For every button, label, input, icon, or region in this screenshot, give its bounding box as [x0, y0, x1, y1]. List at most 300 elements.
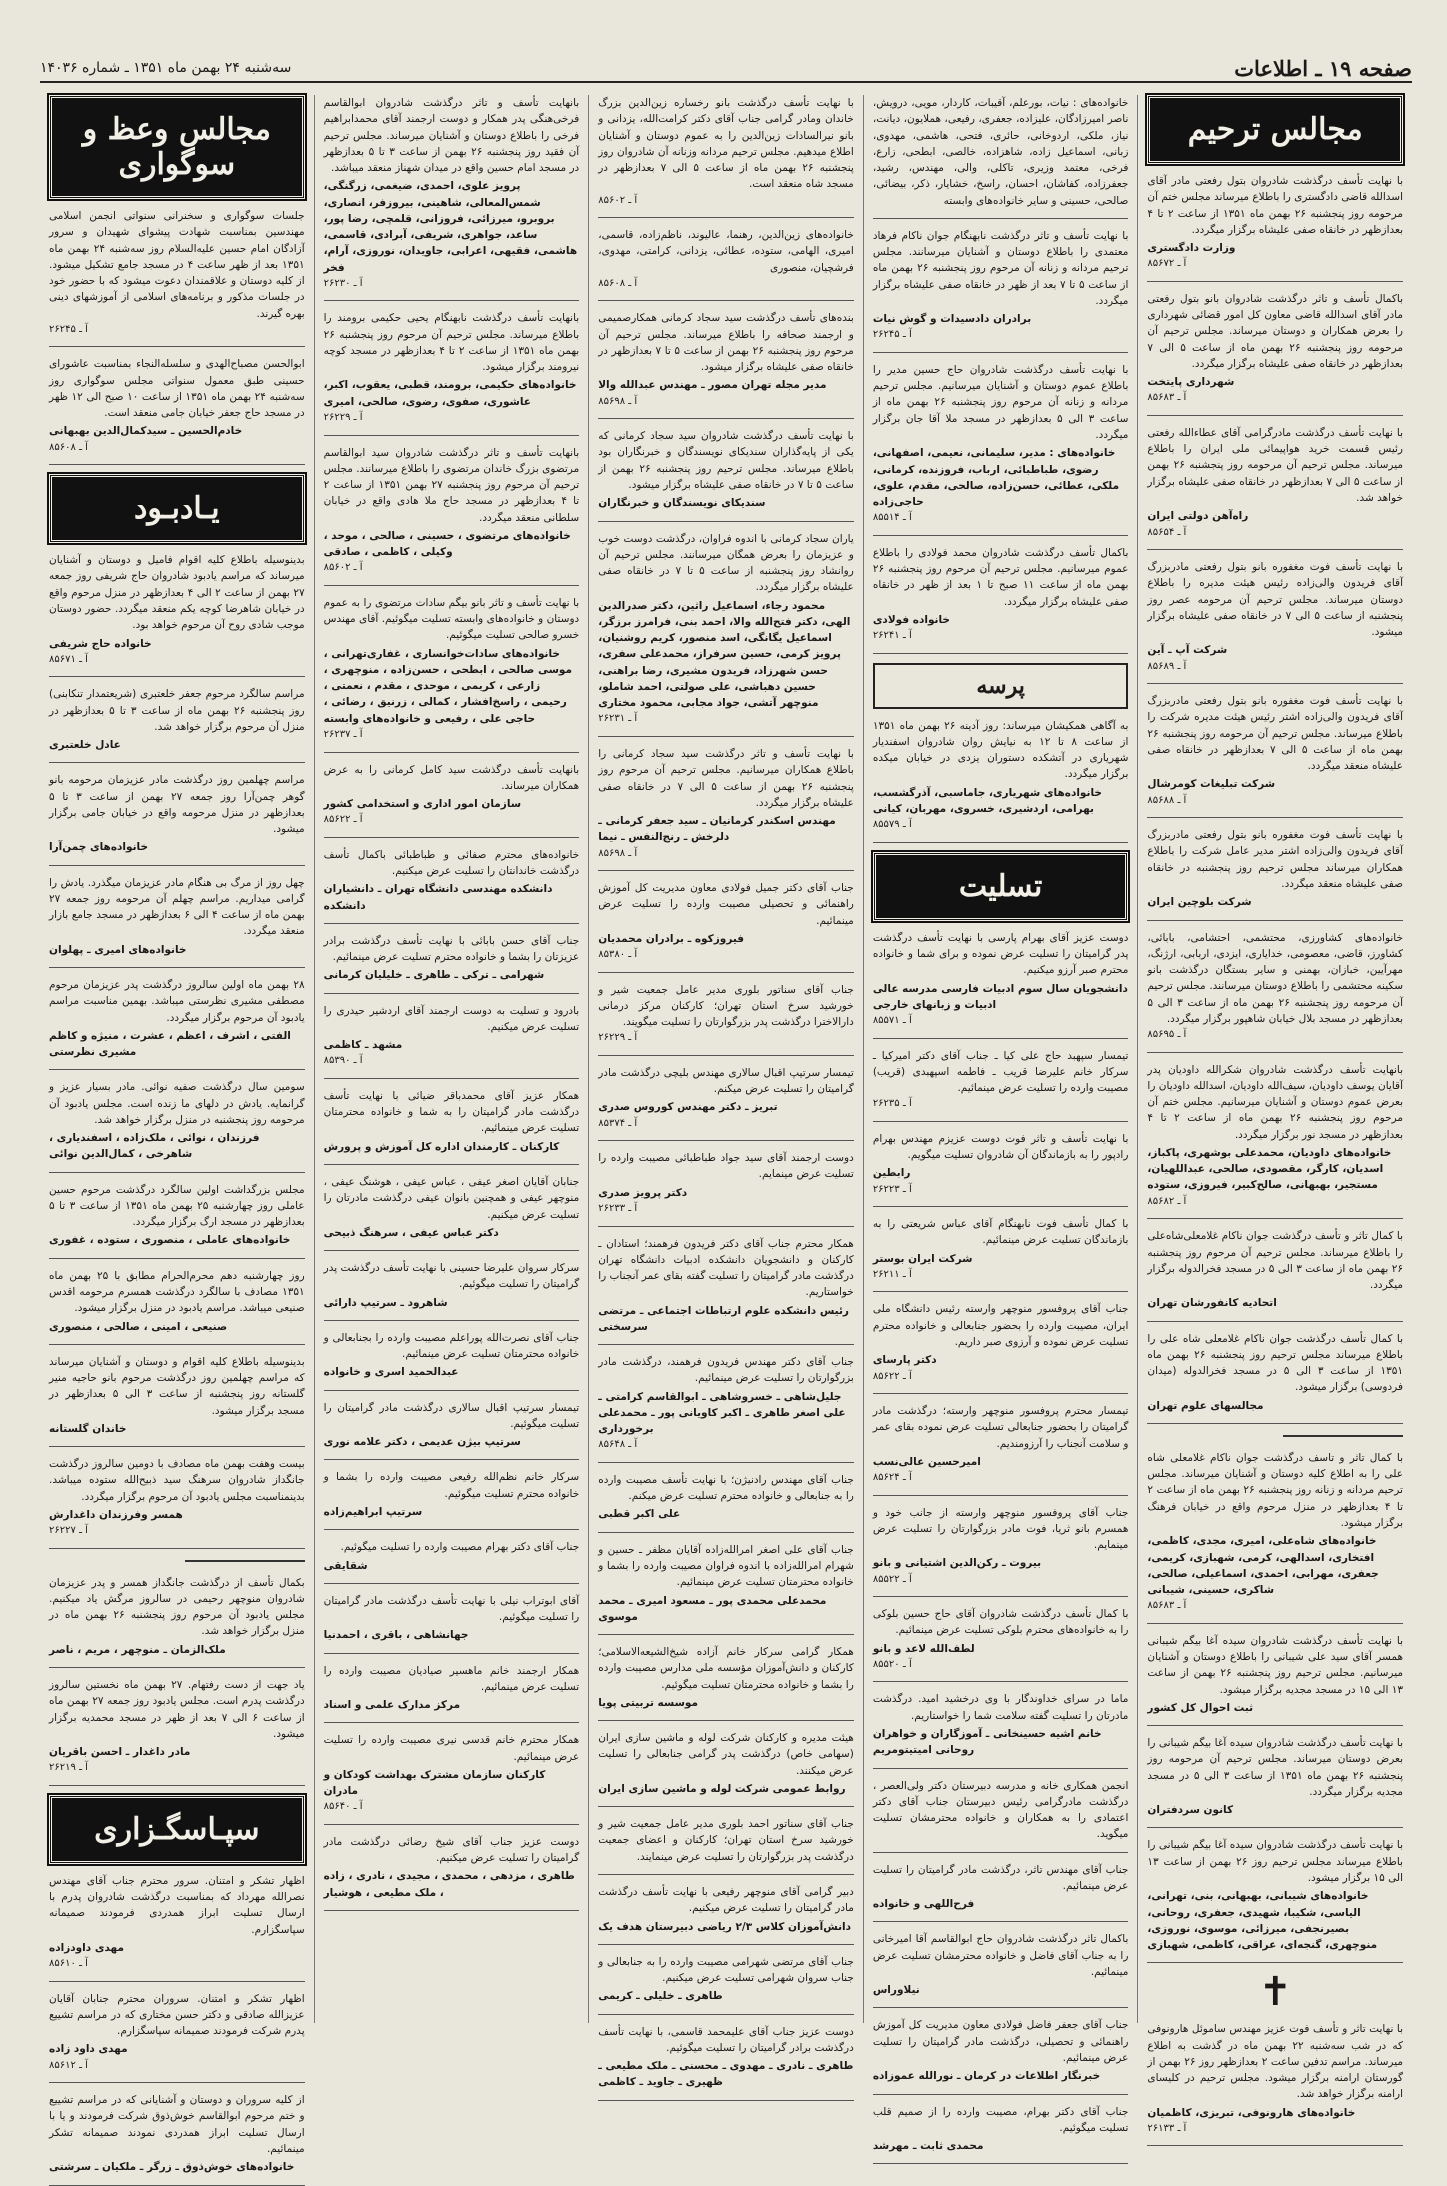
notice-text: باکمال تاثر درگذشت شادروان حاج ابوالقاسم آقا امیرخانی را به جناب آقای فاضل و خانواده محترمشان تسلیت عرض مینمائیم.	[872, 1933, 1129, 1978]
notice-text: بیست وهفت بهمن ماه مصادف با دومین سالروز درگذشت جانگداز شادروان سرهنگ سید ذبیح‌الله ستوده میباشد. بدینمناسبت مجلس یادبود آن مرحوم برگزار میگردد.	[49, 1458, 305, 1503]
divider	[324, 837, 580, 838]
divider	[873, 1852, 1129, 1853]
notice-signature: جلیل‌شاهی ـ خسروشاهی ـ ابوالقاسم کرامتی ـ علی اصغر طاهری ـ اکبر کاویانی پور ـ محمدعلی برخورداری	[598, 1390, 846, 1436]
divider	[1147, 1321, 1403, 1322]
notice-signature: دکتر عباس عیفی ، سرهنگ ذبیحی	[323, 1226, 499, 1239]
divider	[873, 1121, 1129, 1122]
notice	[598, 531, 854, 727]
notice-signature: بیروت ـ رکن‌الدین اشتیانی و بانو	[872, 1557, 1042, 1570]
notice-text: با نهایت تأسف فوت مغفوره بانو بتول رفعتی مادربزرگ آقای فریدون والی‌زاده اشتر رئیس هیئت مدیره شرکت را باطلاع میرساند. مجلس ترحیم آن مرحومه روز پنجشنبه ۲۶ بهمن ماه از ساعت ۵ الی ۷ بعدازظهر در خانقاه صفی علیشاه منعقد میگردد.	[1147, 695, 1403, 773]
divider	[873, 1921, 1129, 1922]
notice-text: دوست عزیز جناب آقای علیمحمد قاسمی، با نهایت تأسف درگذشت برادر گرامیتان را تسلیت میگوئیم.	[598, 2025, 854, 2054]
notice-code: آ ـ ۲۶۲۲۹	[323, 412, 363, 424]
notice-signature: اتحادیه کانفورشان تهران	[1147, 1297, 1277, 1310]
notice	[324, 1834, 580, 1901]
divider	[1147, 549, 1403, 550]
notice	[1147, 425, 1403, 540]
notice-code: آ ـ ۲۶۲۴۱	[872, 630, 912, 642]
notice-text: جناب آقای مهندس رادنیژن؛ با نهایت تأسف مصیبت وارده را به جنابعالی و خانواده محترم تسلیت عرض میکنم.	[598, 1473, 854, 1503]
notice-text: خانواده‌های کشاورزی، محتشمی، احتشامی، بابائی، کشاورز، قاضی، معصومی، خدایاری، ایزدی، اربابی، ارژنگ، مهرآیین، خبازان، بهمنی و سایر بستگان درگذشت بانو سکینه محتشمی را باطلاع دوستان میرسانند. مجلس ترحیم آن مرحومه روز پنجشنبه ۲۶ بهمن ماه از ساعت ۳ الی ۵ بعدازظهر در مسجد بلال خیابان شاهپور برگزار میگردد.	[1147, 931, 1403, 1025]
notice-code: آ ـ ۲۶۲۲۷	[49, 1525, 88, 1537]
notice-signature: موسسه تربیتی پویا	[598, 1696, 699, 1709]
notice-code: آ ـ ۸۵۳۸۰	[598, 949, 638, 961]
notice-signature: تبریز ـ دکتر مهندس کوروس صدری	[598, 1101, 778, 1114]
notice-text: همکار گرامی سرکار خانم آزاده شیخ‌الشیعه‌الاسلامی؛ کارکنان و دانش‌آموزان مؤسسه ملی مدارس مصیبت وارده را بشما و خانواده محترمتان تسلیت میگوئیم.	[598, 1646, 854, 1691]
notice-text: بانهایت تأسف درگذشت شادروان شکرالله داودیان پدر آقایان یوسف داودیان، سیف‌الله داودیان، اسدالله داودیان را بعرض عموم دوستان و آشنایان میرسانیم. مجلس ختم آن مرحوم روز پنجشنبه ۲۶ بهمن ماه از ساعت ۲ تا ۴ بعدازظهر در مسجد نور برگزار میگردد.	[1147, 1063, 1403, 1141]
notice-signature: خانواده حاج شریفی	[49, 637, 152, 650]
divider	[324, 1824, 580, 1825]
divider	[598, 2014, 854, 2015]
divider	[324, 1653, 580, 1654]
notice-signature: شقایقی	[323, 1559, 368, 1572]
divider	[873, 352, 1129, 353]
notice-text: با کمال تاثر و تأسف درگذشت جوان ناکام غلامعلی‌شاه‌علی را باطلاع میرساند. مجلس ترحیم آن مرحوم روز پنجشنبه ۲۶ بهمن ماه از ساعت ۳ الی ۵ در مسجد فخرالدوله برگزار میگردد.	[1147, 1230, 1403, 1292]
notice-signature: مهدی داودزاده	[49, 1941, 124, 1954]
divider	[324, 1459, 580, 1460]
divider	[1147, 1962, 1403, 1963]
notice-signature: شاهرود ـ سرتیپ دارائی	[323, 1296, 448, 1309]
notice-code: آ ـ ۲۶۲۳۱	[598, 713, 638, 725]
notice	[598, 746, 854, 861]
notice	[873, 1691, 1129, 1758]
section-title-tasliat: تسلیت	[873, 852, 1129, 921]
notice	[598, 428, 854, 511]
divider	[49, 1981, 305, 1982]
notice-code: آ ـ ۸۵۶۷۲	[1147, 258, 1187, 270]
notice-signature: مدیر مجله تهران مصور ـ مهندس عبدالله والا	[598, 379, 827, 392]
notice-signature: علی اکبر قطبی	[598, 1508, 681, 1521]
notice-text: جناب آقای دکتر مهندس فریدون فرهمند، درگذشت مادر بزرگوارتان را تسلیت عرض مینمائیم.	[598, 1356, 854, 1385]
notice	[49, 1268, 305, 1335]
notice-signature: خاندان گلستانه	[49, 1422, 127, 1435]
notice-text: اظهار تشکر و امتنان. سرور محترم جناب آقای مهندس نصرالله مهرداد که بمناسبت درگذشت شادروان پدرم با ارسال تسلیت ابراز همدردی فرمودند صمیمانه سپاسگزارم.	[49, 1874, 305, 1936]
notice-text: با نهایت تاثر و تأسف فوت عزیز مهندس ساموئل هارونوفی که در شب سه‌شنبه ۲۲ بهمن ماه در گذشت به اطلاع میرساند. مراسم تدفین ساعت ۲ بعدازظهر روز ۲۶ بهمن از گورستان ارامنه برگزار میشود. مجلس ترحیم در کلیسای ارامنه برگزار خواهد شد.	[1147, 2023, 1403, 2101]
notice	[598, 1644, 854, 1711]
notice-code: آ ـ ۲۶۲۴۵	[872, 329, 912, 341]
divider	[1147, 281, 1403, 282]
notice	[49, 977, 305, 1060]
notice-code: آ ـ ۸۵۵۲۲	[872, 1573, 912, 1585]
divider	[324, 1250, 580, 1251]
notice-text: یاد جهت از دست رفتهام. ۲۷ بهمن ماه نخستین سالروز درگذشت پدرم است. مجلس یادبود روز جمعه ۲۷ بهمن ماه از ساعت ۶ الی ۷ بعد از ظهر در مسجد محمدیه برگزار میشود.	[49, 1679, 305, 1740]
notice-code: آ ـ ۸۵۶۰۸	[49, 441, 88, 453]
notice-code: آ ـ ۸۵۶۵۴	[1147, 526, 1187, 538]
notice	[324, 95, 580, 291]
divider	[324, 1164, 580, 1165]
notice-text: همکار عزیز آقای محمدباقر ضیائی با نهایت تأسف درگذشت مادر گرامیتان را به شما و خانواده محترمتان تسلیت عرض مینمائیم.	[323, 1089, 580, 1135]
notice-code: آ ـ ۸۵۶۸۳	[1147, 1600, 1187, 1612]
divider	[49, 1785, 305, 1786]
notice	[1147, 1450, 1403, 1614]
divider	[598, 1874, 854, 1875]
notice-text: ۲۸ بهمن ماه اولین سالروز درگذشت پدر عزیزمان مرحوم مصطفی مشیری نظرستی میباشد. بهمین مناسبت مراسم یادبود آن مرحوم برگزار میگردد.	[49, 979, 305, 1024]
divider	[1147, 683, 1403, 684]
notice	[324, 310, 580, 425]
notice-code: آ ـ ۸۵۶۹۸	[598, 395, 638, 407]
notice	[324, 1330, 580, 1381]
notice-signature: مهندس اسکندر کرمانیان ـ سید جعفر کرمانی ـ دلرخش ـ رنج‌النفس ـ نیما	[598, 815, 836, 844]
notice	[1147, 2021, 1403, 2136]
notice-text: با نهایت تأسف درگذشت شادروان بتول رفعتی مادر آقای اسدالله قاضی دادگستری را باطلاع میرساند مجلس ختم آن مرحومه روز پنجشنبه ۲۶ بهمن ماه ۱۳۵۱ از ساعت ۲ تا ۴ بعدازظهر در خانقاه صفی علیشاه برگزار میگردد.	[1147, 175, 1404, 236]
notice-text: بانهایت تأسف درگذشت نابهنگام یحیی حکیمی برومند را باطلاع میرساند. مجلس ترحیم آن مرحوم روز پنجشنبه ۲۶ بهمن ماه ۱۳۵۱ از ساعت ۲ تا ۴ بعدازظهر در مسجد کوچه نیرومند برگزار میشود.	[323, 312, 580, 374]
divider	[598, 217, 854, 218]
notice	[49, 208, 305, 337]
notice-text: جناب آقای دکتر بهرام، مصیبت وارده را از صمیم قلب تسلیت میگوئیم.	[872, 2105, 1129, 2134]
notice-signature: خانواده‌های خوش‌ذوق ـ زرگر ـ ملکیان ـ سرشتی	[49, 2161, 295, 2174]
notice	[49, 1182, 305, 1249]
notice-signature: خانواده‌های امیری ـ پهلوان	[49, 943, 187, 956]
divider	[873, 1291, 1129, 1292]
notice-code: آ ـ ۸۵۶۸۲	[1147, 1195, 1187, 1207]
notice-signature: دکتر پارسای	[872, 1354, 937, 1367]
notice-text: مراسم سالگرد مرحوم جعفر خلعتبری (شریعتمدار تنکابنی) روز پنجشنبه ۲۶ بهمن ماه از ساعت ۳ تا ۵ بعدازظهر در منزل آن مرحوم برگزار خواهد شد.	[49, 688, 305, 733]
notice	[324, 1088, 580, 1155]
notice-code: آ ـ ۲۶۲۲۹	[598, 1032, 638, 1044]
notice	[324, 595, 580, 743]
divider	[598, 1532, 854, 1533]
notice-text: با نهایت تأسف درگذشت شادروان سید سجاد کرمانی که یکی از پایه‌گذاران سندیکای نویسندگان و خبرنگاران بود باطلاع میرساند. مجلس ترحیم روز پنجشنبه ۲۶ بهمن از ساعت ۵ تا ۷ در خانقاه صفی علیشاه برگزار میشود.	[598, 430, 854, 492]
divider	[1147, 1423, 1403, 1424]
notice	[873, 1301, 1129, 1384]
notice-text: جناب آقای علی اصغر امرالله‌زاده آقایان مظفر ـ حسین و شهرام امرالله‌زاده با اندوه فراوان مصیبت وارده را بشما و خانواده محترمتان تسلیت عرض مینمائیم.	[598, 1543, 854, 1589]
notice-text: با نهایت تأسف و تاثر بانو بیگم سادات مرتضوی را به عموم دوستان و خانواده‌های وابسته تسلیت میگوئیم. آقای مهندس خسرو صالحی تسلیت میگوئیم.	[323, 596, 580, 642]
notice-text: جناب آقای دکتر بهرام مصیبت وارده را تسلیت میگوئیم.	[340, 1541, 580, 1554]
notice	[49, 875, 305, 958]
notice	[873, 1131, 1129, 1197]
notice-signature: دانش‌آموزان کلاس ۲/۳ ریاضی دبیرستان هدف یک	[598, 1920, 852, 1933]
notice-signature: خانواده فولادی	[872, 613, 950, 626]
notice-signature: خانواده‌های عاملی ، منصوری ، ستوده ، غفوری	[49, 1234, 291, 1247]
notice-signature: نیلاوراس	[872, 1984, 920, 1997]
notice-code: آ ـ ۲۶۲۳۵	[872, 1098, 912, 1110]
notice	[49, 1677, 305, 1776]
notice-text: با کمال تاثر و تاسف درگذشت جوان ناکام غلامعلی شاه علی را به اطلاع کلیه دوستان و آشنایان میرساند. مجلس ترحیم مردانه و زنانه روز پنجشنبه ۲۶ بهمن ماه از ساعت ۲ تا ۴ بعدازظهر در منزل مرحوم واقع در خیابان فرهنگ برگزار میشود.	[1147, 1451, 1403, 1529]
notice	[1147, 1062, 1403, 1210]
notice-text: تیمسار سپهبد حاج علی کیا ـ جناب آقای دکتر امیرکیا ـ سرکار خانم علیرضا قریب ـ فاطمه اسپهبدی (قریب) مصیبت وارده را تسلیت عرض مینمائیم.	[872, 1049, 1129, 1095]
notice	[324, 1539, 580, 1574]
divider	[49, 865, 305, 866]
section-title-majales-tarhim: مجالس ترحیم	[1147, 95, 1403, 164]
divider	[324, 1910, 580, 1911]
notice	[873, 1931, 1129, 1998]
notice	[873, 930, 1129, 1029]
divider	[49, 346, 305, 347]
notice	[1147, 559, 1403, 674]
notice-text: با نهایت تأسف فوت مغفوره بانو بتول رفعتی مادربزرگ آقای فریدون والی‌زاده اشتر مدیر عامل شرکت را باطلاع همکاران میرساند مجلس ترحیم روز پنجشنبه در خانقاه صفی علیشاه منعقد میگردد.	[1147, 829, 1403, 890]
notice	[324, 1732, 580, 1815]
divider	[873, 218, 1129, 219]
notice-code: آ ـ ۲۶۲۳۰	[323, 277, 363, 289]
divider	[49, 1344, 305, 1345]
section-title-sepasgozari: سپـاسگـزاری	[49, 1795, 305, 1864]
notice-signature: ملک‌الزمان ـ منوچهر ، مریم ، ناصر	[49, 1643, 226, 1656]
divider	[598, 418, 854, 419]
notice-text: بکمال تأسف از درگذشت جانگداز همسر و پدر عزیزمان شادروان منوچهر رحیمی در سالروز مرگش یاد میکنیم. مجلس یادبود آن مرحوم روز پنجشنبه ۲۶ بهمن ماه در منزل برگزار خواهد شد.	[49, 1576, 305, 1638]
notice-signature: راه‌آهن دولتی ایران	[1147, 510, 1249, 523]
notice-code: آ ـ ۸۵۵۲۰	[872, 1658, 912, 1670]
notice-code: آ ـ ۲۶۲۳۳	[598, 1203, 638, 1215]
notice-signature: سندیکای نویسندگان و خبرنگاران	[598, 497, 766, 510]
divider	[1147, 817, 1403, 818]
notice-text: آقای ابوتراب نیلی با نهایت تأسف درگذشت مادر گرامیتان را تسلیت میگوئیم.	[323, 1594, 580, 1624]
column-4	[314, 95, 589, 2023]
notice-code: آ ـ ۸۵۶۲۴	[872, 1472, 912, 1484]
divider	[598, 1634, 854, 1635]
column-1	[1137, 95, 1412, 2134]
notice	[873, 545, 1129, 644]
newspaper-columns	[40, 95, 1412, 2174]
notice-signature: شهرداری پایتخت	[1147, 376, 1235, 389]
notice	[49, 1991, 305, 2074]
notice-signature: فرح‌اللهی و خانواده	[872, 1898, 975, 1911]
divider	[49, 2185, 305, 2186]
divider	[873, 1038, 1129, 1039]
notice-text: همکار ارجمند خانم ماهسیر صیادیان مصیبت وارده را تسلیت عرض مینمائیم.	[323, 1664, 580, 1693]
notice-signature: مجالسهای علوم تهران	[1147, 1399, 1264, 1412]
page-number: صفحه ۱۹ ـ اطلاعات	[1234, 55, 1412, 81]
divider	[49, 1446, 305, 1447]
notice-code: آ ـ ۸۵۶۰۸	[598, 277, 638, 289]
notice-text: جناب آقای پروفسور منوچهر وارسته از جانب خود و همسرم بانو ثریا، فوت مادر بزرگوارتان را تسلیت عرض مینمایم.	[872, 1506, 1129, 1552]
notice	[598, 310, 854, 409]
divider	[598, 1055, 854, 1056]
divider	[49, 1258, 305, 1259]
notice-code: آ ـ ۲۶۲۱۹	[49, 1762, 88, 1774]
notice	[1147, 930, 1403, 1043]
notice-text: خانواده‌های زین‌الدین، رهنما، عالیوند، ناظم‌زاده، قاسمی، امیری، الهامی، ستوده، عطائی، یزدانی، کرامتی، مهدوی، فرشچیان، منصوری	[598, 229, 854, 274]
divider	[873, 653, 1129, 654]
notice-signature: عبدالحمید اسری و خانواده	[323, 1366, 459, 1379]
notice-signature: خانواده‌های چمن‌آرا	[49, 841, 149, 854]
divider	[1147, 920, 1403, 921]
notice-text: خانواده‌های : نیات، بورعلم، آقیبات، کاردار، مویی، درویش، ناصر امیرزادگان، علیزاده، جعفری، رفیعی، هملایون، دیانت، نیاز، ملکی، اردوخانی، حائری، فتحی، هاشمی، مهدوی، زبانی، اسماعیل زاده، شاهزاده، خالصی، ابطحی، زارع، فرخی، معتمد وزیری، تاکلی، والی، مهندس، رشید، جعفرزاده، کفاشان، احسان، راسخ، خشایار، ذکر، بیضائی، صالحی، حسینی و سایر خانواده‌های وابسته	[872, 97, 1129, 207]
notice-text: همکار محترم جناب آقای دکتر فریدون فرهمند؛ استادان ـ کارکنان و دانشجویان دانشکده ادبیات دانشگاه تهران درگذشت مادر گرامیتان را تسلیت گفته بقای عمر آنجناب را خواستاریم.	[598, 1237, 854, 1299]
divider	[873, 1596, 1129, 1597]
divider	[598, 300, 854, 301]
divider	[873, 2007, 1129, 2008]
notice-text: دوست عزیز آقای بهرام پارسی با نهایت تأسف درگذشت پدر گرامیتان را تسلیت عرض نموده و برای شما و خانواده محترم صبر آرزو میکنیم.	[872, 931, 1129, 977]
divider	[598, 1806, 854, 1807]
notice-signature: خادم‌الحسین ـ سیدکمال‌الدین بهبهانی	[49, 425, 243, 438]
divider	[598, 1720, 854, 1721]
divider	[49, 762, 305, 763]
notice	[873, 1606, 1129, 1672]
notice-signature: مادر داغدار ـ احسن باقریان	[49, 1746, 191, 1759]
notice-signature: لطف‌الله لاعد و بانو	[872, 1642, 975, 1655]
divider	[598, 736, 854, 737]
notice-text: جنابان آقایان اصغر عیفی ، عباس عیفی ، هوشنگ عیفی ، منوچهر عیفی و همچنین بانوان عیفی درگذشت مادرتان را تسلیت عرض میکنیم.	[323, 1176, 580, 1221]
notice-text: جناب آقای پروفسور منوچهر وارسته رئیس دانشگاه ملی ایران، مصیبت وارده را بحضور جنابعالی و خانواده محترم تسلیت عرض نموده و آرزوی صبر داریم.	[872, 1303, 1129, 1349]
divider	[873, 1681, 1129, 1682]
notice-signature: همسر وفرزندان داغدارش	[49, 1508, 183, 1521]
divider	[324, 993, 580, 994]
notice	[598, 1236, 854, 1336]
notice	[49, 1456, 305, 1539]
notice	[324, 1400, 580, 1451]
notice-signature: صنیعی ، امینی ، صالحی ، منصوری	[49, 1320, 228, 1333]
notice-text: جناب آقای نصرت‌الله پوراعلم مصیبت وارده را بجنابعالی و خانواده محترمتان تسلیت عرض مینمائیم.	[323, 1331, 580, 1361]
divider	[324, 1722, 580, 1723]
notice-code: آ ـ ۸۵۶۲۲	[323, 814, 363, 826]
notice-text: ابوالحسن مصباح‌الهدی و سلسله‌النجاء بمناسبت عاشورای حسینی طبق معمول سنواتی مجلس سوگواری روز سه‌شنبه ۲۴ بهمن ماه ۱۳۵۱ از ساعت ۱۰ صبح الی ۱۲ ظهر در مسجد حاج جعفر خیابان جامی منعقد است.	[49, 358, 305, 420]
divider	[598, 1462, 854, 1463]
notice-code: آ ـ ۸۵۳۷۴	[598, 1117, 638, 1129]
divider	[873, 1495, 1129, 1496]
notice-signature: شهرامی ـ ترکی ـ طاهری ـ خلیلیان کرمانی	[323, 969, 545, 982]
notice	[873, 362, 1129, 526]
divider	[1147, 2145, 1403, 2146]
notice	[873, 2104, 1129, 2155]
notice-text: جلسات سوگواری و سخنرانی سنواتی انجمن اسلامی مهندسین بمناسبت شهادت پیشوای شهیدان و سرور آزادگان امام حسین علیه‌السلام روز سه‌شنبه ۲۴ بهمن ماه ۱۳۵۱ بعد از ظهر ساعت ۴ در مسجد جامع تشکیل میشود. از کلیه دوستان و علاقمندان دعوت میشود که با حضور خود در جلسات مذکور و برنامه‌های اسلامی از آموزشهای دینی بهره گیرند.	[49, 210, 305, 320]
notice	[324, 1469, 580, 1520]
divider	[324, 435, 580, 436]
divider	[324, 1390, 580, 1391]
notice-code: آ ـ ۸۵۶۰۲	[323, 562, 363, 574]
notice-code: آ ـ ۸۵۶۱۰	[49, 1958, 88, 1970]
notice-signature: محمدی ثابت ـ مهرشد	[872, 2140, 984, 2153]
notice-code: آ ـ ۲۶۲۴۵	[49, 323, 88, 335]
notice	[873, 1216, 1129, 1282]
notice-code: آ ـ ۲۶۲۲۳	[872, 1183, 912, 1195]
column-5	[40, 95, 314, 2174]
notice-text: باکمال تأسف و تاثر درگذشت شادروان بانو بتول رفعتی مادر آقای اسدالله قاضی معاون کل امور قضائی شهرداری را بعرض همکاران و دوستان میرساند. مجلس ترحیم آن مرحومه روز پنجشنبه ۲۶ بهمن ماه از ساعت ۵ الی ۷ بعدازظهر در خانقاه صفی علیشاه برگزار میگردد.	[1147, 292, 1403, 370]
notice-signature: خانواده‌های سادات‌خوانساری ، غفاری‌تهرانی ، موسی صالحی ، ابطحی ، حسن‌زاده ، منوچهری ، زارعی ، کریمی ، موحدی ، مقدم ، نعمتی ، رحیمی ، راسخ‌افشار ، کمالی ، زرنیق ، رضائی ، حاجی علی ، رفیعی و خانواده‌های وابسته	[323, 647, 572, 725]
notice	[324, 1663, 580, 1714]
notice-text: اظهار تشکر و امتنان. سروران محترم جنابان آقایان عزیزالله صادقی و دکتر حسن مختاری که در مراسم تشییع پدرم شرکت فرمودند صمیمانه سپاسگزارم.	[49, 1992, 305, 2038]
divider	[49, 464, 305, 465]
notice-text: جناب آقای سناتور بلوری مدیر عامل جمعیت شیر و خورشید سرخ استان تهران؛ کارکنان مرکز درمانی دارالاخترا درگذشت پدر بزرگوارتان را تسلیت میگویند.	[598, 983, 854, 1029]
notice-text: با نهایت تأسف درگذشت شادروان سیده آغا بیگم شیبانی را باطلاع میرساند مجلس ترحیم روز ۲۶ بهمن از ساعت ۱۳ الی ۱۵ برگزار میشود.	[1147, 1839, 1403, 1884]
divider	[873, 1393, 1129, 1394]
notice	[598, 227, 854, 291]
notice-signature: مهدی داود زاده	[49, 2043, 128, 2056]
notice-code: آ ـ ۲۶۲۳۷	[323, 729, 363, 740]
divider	[598, 1944, 854, 1945]
notice-signature: خانم اشیه حسینخانی ـ آموزگاران و خواهران روحانی امیتیتومریم	[872, 1728, 1102, 1757]
notice	[49, 2092, 305, 2175]
notice	[324, 762, 580, 828]
notice	[598, 1354, 854, 1453]
notice-code: آ ـ ۸۵۶۸۳	[1147, 392, 1187, 404]
notice-code: آ ـ ۲۶۱۳۳	[1147, 2122, 1187, 2134]
notice-text: جناب آقای مرتضی شهرامی مصیبت وارده را به جنابعالی و جناب سروان شهرامی تسلیت عرض میکنیم.	[598, 1955, 854, 1985]
section-title-majales-vaz: مجالس وعظ و سوگواری	[49, 95, 305, 199]
notice	[598, 1150, 854, 1216]
notice	[49, 552, 305, 667]
notice	[873, 228, 1129, 343]
notice-text: دبیر گرامی آقای منوچهر رفیعی با نهایت تأسف درگذشت مادر گرامیتان را تسلیت عرض میکنیم.	[598, 1885, 854, 1915]
divider	[873, 2163, 1129, 2164]
notice-text: تیمسار محترم پروفسور منوچهر وارسته؛ درگذشت مادر گرامیتان را بحضور جنابعالی تسلیت عرض نموده بقای عمر و سلامت آنجناب را آرزومندیم.	[872, 1405, 1129, 1450]
notice	[1147, 1633, 1403, 1716]
notice	[324, 933, 580, 984]
notice-code: آ ـ ۸۵۶۹۵	[1147, 1029, 1187, 1041]
notice-signature: ثبت احوال کل کشور	[1147, 1701, 1254, 1714]
notice-signature: شرکت تبلیغات کومرشال	[1147, 778, 1276, 791]
notice	[873, 95, 1129, 209]
notice-signature: عادل خلعتبری	[49, 739, 121, 752]
divider	[1147, 1623, 1403, 1624]
notice-signature: وزارت دادگستری	[1147, 242, 1236, 255]
notice-text: جناب آقای حسن بابائی با نهایت تأسف درگذشت برادر عزیزتان را بشما و خانواده محترم تسلیت عرض مینمائیم.	[323, 934, 580, 964]
notice	[49, 356, 305, 455]
divider	[598, 521, 854, 522]
section-title-peresh: پرسه	[873, 663, 1129, 709]
page-header	[40, 55, 1412, 83]
notice-signature: طاهری ـ نادری ـ مهدوی ـ محسنی ـ ملک مطیعی ـ ظهیری ـ جاوید ـ کاظمی	[598, 2060, 854, 2089]
notice	[873, 2017, 1129, 2084]
notice-text: بدینوسیله باطلاع کلیه اقوام فامیل و دوستان و آشنایان میرساند که مراسم یادبود شادروان حاج شریفی روز جمعه ۲۷ بهمن از ساعت ۲ الی ۴ بعدازظهر در منزل مرحوم واقع در خیابان شاهرضا کوچه یکم منعقد میگردد. حضور دوستان موجب شادی روح آن مرحوم خواهد بود.	[49, 554, 305, 632]
notice-text: تیمسار سرتیپ اقبال سالاری مهندس بلیچی درگذشت مادر گرامیتان را تسلیت عرض میکنم.	[598, 1066, 854, 1096]
notice	[598, 1954, 854, 2005]
notice	[324, 445, 580, 576]
notice-text: با نهایت تأسف و تاثر فوت دوست عزیزم مهندس بهرام رادپور را به بازماندگان آن شادروان تسلیت میگویم.	[872, 1132, 1129, 1162]
notice-signature: خانواده‌های شاه‌علی، امیری، مجدی، کاظمی، افتخاری، اسدالهی، کرمی، شهبازی، کریمی، جعفری، مهرابی، احمدی، اسماعیلی، صالحی، شاکری، حسینی، شیبانی	[1147, 1535, 1379, 1597]
notice	[1147, 291, 1403, 406]
notice-text: مجلس بزرگداشت اولین سالگرد درگذشت مرحوم حسین عاملی روز چهارشنبه ۲۵ بهمن ماه ۱۳۵۱ از ساعت ۳ تا ۵ بعدازظهر در مسجد ارگ برگزار میگردد.	[49, 1183, 305, 1229]
notice-signature: شرکت ایران بوستر	[872, 1252, 973, 1265]
notice-text: جناب آقای مهندس تاثر، درگذشت مادر گرامیتان را تسلیت عرض مینمائیم.	[872, 1863, 1129, 1892]
notice-signature: برادران دادسیدات و گوش نیات	[872, 313, 1032, 326]
divider	[324, 752, 580, 753]
divider	[1147, 1052, 1403, 1053]
section-title-yadbood: یـادبـود	[49, 474, 305, 543]
column-3	[588, 95, 863, 2089]
notice-text: با کمال تأسف درگذشت شادروان آقای حاج حسین بلوکی را به خانواده‌های محترم بلوکی تسلیت عرض مینمائیم.	[872, 1608, 1129, 1637]
divider	[598, 1140, 854, 1141]
notice	[598, 1730, 854, 1797]
notice-text: دوست عزیز جناب آقای شیخ رضائی درگذشت مادر گرامیتان را تسلیت عرض میکنیم.	[323, 1835, 580, 1865]
notice-text: بدینوسیله باطلاع کلیه اقوام و دوستان و آشنایان میرساند که مراسم چهلمین روز درگذشت مرحوم بانو حاجیه منیر گلستانه روز پنجشنبه از ساعت ۳ الی ۵ بعدازظهر در مسجد برگزار میشود.	[49, 1355, 305, 1417]
notice-signature: خانواده‌های هارونوفی، تبریزی، کاظمیان	[1147, 2106, 1356, 2119]
notice-signature: دانشکده مهندسی دانشگاه تهران ـ دانشیاران دانشکده	[323, 883, 553, 912]
divider	[1147, 1725, 1403, 1726]
divider	[1147, 1827, 1403, 1828]
notice-code: آ ـ ۸۵۵۷۱	[872, 1015, 912, 1027]
notice-signature: خانواده‌های : مدیر، سلیمانی، نعیمی، اصفهانی، رضوی، طباطبائی، ارباب، فروزنده، کرمانی، ملکی، عطائی، حسن‌زاده، صالحی، مقدم، علوی، حاجی‌زاده	[872, 447, 1120, 509]
notice-text: با نهایت تأسف و تاثر درگذشت سید سجاد کرمانی را باطلاع همکاران میرسانیم. مجلس ترحیم آن مرحوم روز پنجشنبه ۲۶ بهمن از ساعت ۵ الی ۷ در خانقاه صفی علیشاه برگزار میگردد.	[598, 747, 854, 809]
notice	[598, 2024, 854, 2091]
notice	[49, 1354, 305, 1437]
notice-text: دوست ارجمند آقای سید جواد طباطبائی مصیبت وارده را تسلیت عرض مینمایم.	[598, 1152, 854, 1181]
notice	[324, 1174, 580, 1241]
divider	[49, 676, 305, 677]
divider	[324, 1320, 580, 1321]
notice-text: هیئت مدیره و کارکنان شرکت لوله و ماشین سازی ایران (سهامی خاص) درگذشت پدر گرامی جنابعالی را تسلیت عرض میکنند.	[598, 1732, 854, 1777]
notice-code: آ ـ ۸۵۶۴۸	[598, 1439, 638, 1451]
divider	[324, 923, 580, 924]
divider	[324, 585, 580, 586]
divider	[598, 870, 854, 871]
notice	[598, 1884, 854, 1935]
notice-signature: فیروزکوه ـ برادران محمدیان	[598, 932, 745, 945]
notice-signature: دکتر پرویز صدری	[598, 1186, 688, 1199]
notice	[873, 1505, 1129, 1588]
notice-signature: خانواده‌های شیبانی، بهبهانی، بنی، تهرانی، الیاسی، شکیبا، شهیدی، جعفری، روحانی، بصیرنجفی، میرزائی، موسوی، نوروزی، منوچهری، گنجه‌ای، عراقی، کاظمی، شهبازی	[1147, 1890, 1378, 1952]
notice-text: با نهایت تأسف درگذشت شادروان سیده آغا بیگم شیبانی همسر آقای سید علی شیبانی را باطلاع دوستان و آشنایان میرسانیم. مجلس ترحیم روز پنجشنبه ۲۶ بهمن از ساعت ۱۳ الی ۱۵ در مسجد مجدیه برگزار میشود.	[1147, 1634, 1403, 1696]
notice	[324, 1593, 580, 1644]
notice-text: با کمال تأسف فوت نابهنگام آقای عباس شریعتی را به بازماندگان تسلیت عرض مینمائیم.	[872, 1218, 1129, 1247]
notice-signature: سرتیپ بیژن عدیمی ، دکتر علامه نوری	[323, 1436, 521, 1449]
notice-signature: طاهری ـ خلیلی ـ کریمی	[598, 1990, 723, 2003]
divider	[49, 2082, 305, 2083]
notice-text: باکمال تأسف درگذشت شادروان محمد فولادی را باطلاع عموم میرسانیم. مجلس ترحیم آن مرحوم روز پنجشنبه ۲۶ بهمن ماه از ساعت ۱۱ صبح تا ۱ بعد از ظهر در خانقاه صفی علیشاه برگزار میگردد.	[872, 546, 1129, 608]
notice	[873, 1403, 1129, 1486]
notice-text: مراسم چهلمین روز درگذشت مادر عزیزمان مرحومه بانو گوهر چمن‌آرا روز جمعه ۲۷ بهمن از ساعت ۳ تا ۵ بعدازظهر در منزل مرحومه واقع در خیابان جامی برگزار میشود.	[49, 774, 305, 836]
notice-signature: امیرحسین عالی‌نسب	[872, 1455, 981, 1468]
notice-signature: مشهد ـ کاظمی	[323, 1039, 403, 1052]
notice-text: سرکار سروان علیرضا حسینی با نهایت تأسف درگذشت پدر گرامیتان را تسلیت میگوئیم.	[323, 1262, 580, 1291]
